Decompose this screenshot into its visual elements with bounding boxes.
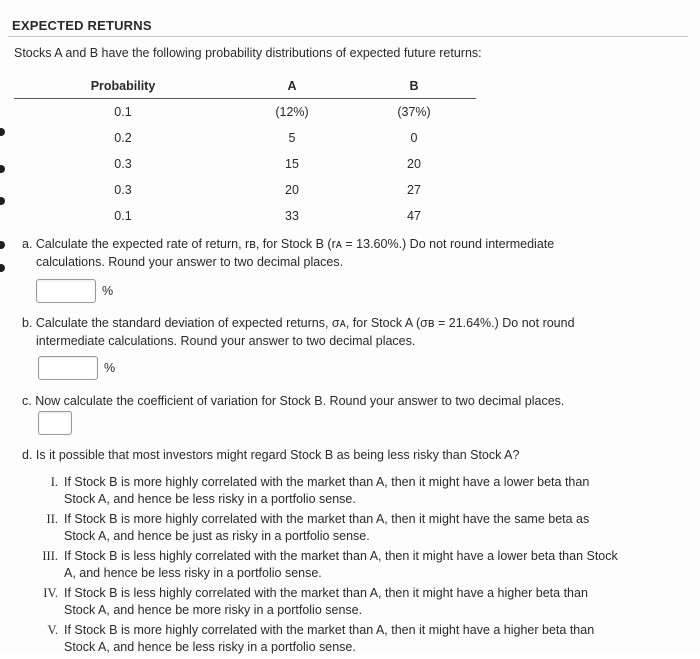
option-i[interactable] (42, 474, 692, 508)
margin-dot (0, 241, 5, 249)
header-a: A (232, 76, 352, 99)
cell-b: 0 (410, 131, 418, 145)
page-title: EXPECTED RETURNS (12, 18, 152, 33)
cell-probability: 0.3 (114, 157, 132, 171)
question-c (22, 392, 564, 410)
cell-probability: 0.1 (114, 105, 132, 119)
option-v-line1: If Stock B is more highly correlated with the market than A, then it might have a higher beta than (64, 623, 595, 637)
option-iv-line1: If Stock B is less highly correlated with the market than A, then it might have a higher beta than (64, 586, 588, 600)
cell-probability: 0.3 (114, 183, 132, 197)
option-iii-line1: If Stock B is less highly correlated with the market than A, then it might have a lower beta than Stock (64, 549, 618, 563)
option-i-number: I. (50, 475, 58, 489)
header-probability: Probability (14, 76, 232, 99)
option-v-number: V. (47, 623, 58, 637)
table-row (14, 177, 476, 203)
table-row (14, 99, 476, 126)
table-header-row (14, 76, 476, 99)
cell-a: 5 (288, 131, 296, 145)
question-a-line1: a. Calculate the expected rate of return, rʙ, for Stock B (rᴀ = 13.60%.) Do not round intermediate (22, 237, 555, 251)
option-v[interactable] (42, 622, 692, 656)
answer-a-input[interactable] (36, 279, 96, 303)
intro-text: Stocks A and B have the following probability distributions of expected future returns: (14, 46, 482, 60)
probability-table (14, 76, 476, 229)
cell-b: (37%) (397, 105, 431, 119)
answer-b-unit: % (104, 361, 116, 375)
option-i-line2: Stock A, and hence be less risky in a portfolio sense. (64, 492, 356, 506)
option-iii-line2: A, and hence be less risky in a portfolio sense. (64, 566, 322, 580)
margin-dot (0, 197, 5, 205)
answer-c-input[interactable] (38, 411, 72, 435)
answer-a (36, 279, 113, 303)
margin-dot (0, 128, 5, 136)
question-a (22, 235, 554, 271)
header-b: B (352, 76, 476, 99)
question-d (22, 446, 519, 464)
question-d-line1: d. Is it possible that most investors might regard Stock B as being less risky than Stock A? (22, 448, 520, 462)
question-a-line2: calculations. Round your answer to two decimal places. (36, 255, 344, 269)
answer-b-input[interactable] (38, 356, 98, 380)
option-iii-number: III. (42, 549, 58, 563)
question-d-options (42, 474, 692, 659)
table-row (14, 203, 476, 229)
cell-probability: 0.2 (114, 131, 132, 145)
option-iv-line2: Stock A, and hence be more risky in a portfolio sense. (64, 603, 363, 617)
table-row (14, 125, 476, 151)
question-c-line1: c. Now calculate the coefficient of variation for Stock B. Round your answer to two decimal places. (22, 394, 565, 408)
cell-b: 27 (407, 183, 421, 197)
option-ii-number: II. (46, 512, 58, 526)
question-b-line2: intermediate calculations. Round your answer to two decimal places. (36, 334, 416, 348)
option-iv[interactable] (42, 585, 692, 619)
margin-dot (0, 264, 5, 272)
question-b-line1: b. Calculate the standard deviation of expected returns, σᴀ, for Stock A (σʙ = 21.64%.) Do not round (22, 316, 575, 330)
answer-a-unit: % (102, 284, 114, 298)
answer-b (38, 356, 115, 380)
cell-a: 20 (285, 183, 299, 197)
option-ii-line2: Stock A, and hence be just as risky in a portfolio sense. (64, 529, 370, 543)
margin-dot (0, 165, 5, 173)
option-iii[interactable] (42, 548, 692, 582)
cell-a: 15 (285, 157, 299, 171)
option-iv-number: IV. (43, 586, 58, 600)
cell-a: 33 (285, 209, 299, 223)
option-i-line1: If Stock B is more highly correlated with the market than A, then it might have a lower beta than (64, 475, 590, 489)
table-row (14, 151, 476, 177)
option-ii[interactable] (42, 511, 692, 545)
title-bar (8, 14, 688, 37)
cell-probability: 0.1 (114, 209, 132, 223)
question-b (22, 314, 575, 350)
cell-a: (12%) (275, 105, 309, 119)
cell-b: 20 (407, 157, 421, 171)
option-v-line2: Stock A, and hence be less risky in a portfolio sense. (64, 640, 356, 654)
cell-b: 47 (407, 209, 421, 223)
option-ii-line1: If Stock B is more highly correlated with the market than A, then it might have the same beta as (64, 512, 590, 526)
answer-c (38, 411, 72, 435)
